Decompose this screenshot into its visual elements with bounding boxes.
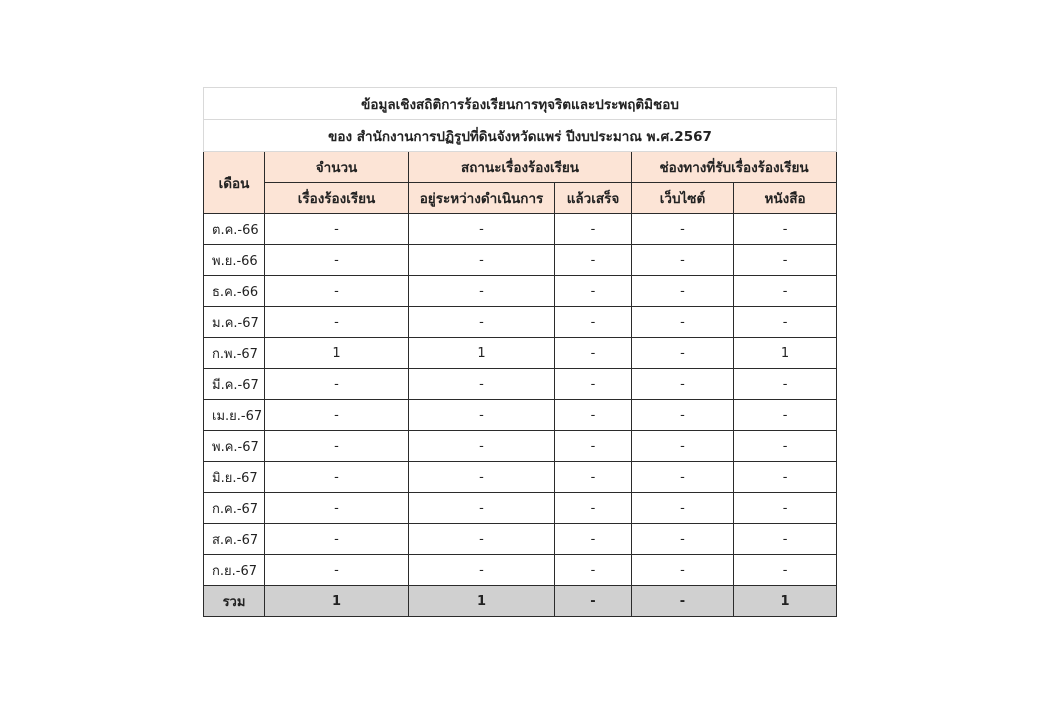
cell-letter: - <box>734 276 837 307</box>
total-website: - <box>632 586 734 617</box>
cell-in-progress: - <box>409 276 555 307</box>
cell-done: - <box>555 524 632 555</box>
cell-letter: - <box>734 524 837 555</box>
table-row <box>204 524 837 555</box>
cell-count: - <box>265 462 409 493</box>
table-row <box>204 400 837 431</box>
header-channel-group: ช่องทางที่รับเรื่องร้องเรียน <box>632 152 837 183</box>
cell-count: - <box>265 276 409 307</box>
cell-done: - <box>555 276 632 307</box>
cell-month: ก.ย.-67 <box>204 555 265 586</box>
cell-in-progress: - <box>409 555 555 586</box>
table-row <box>204 431 837 462</box>
cell-month: ส.ค.-67 <box>204 524 265 555</box>
cell-done: - <box>555 369 632 400</box>
cell-count: - <box>265 400 409 431</box>
total-label: รวม <box>204 586 265 617</box>
cell-done: - <box>555 307 632 338</box>
cell-website: - <box>632 338 734 369</box>
cell-letter: - <box>734 462 837 493</box>
cell-month: ธ.ค.-66 <box>204 276 265 307</box>
total-count: 1 <box>265 586 409 617</box>
cell-done: - <box>555 493 632 524</box>
cell-in-progress: - <box>409 214 555 245</box>
cell-count: 1 <box>265 338 409 369</box>
cell-count: - <box>265 245 409 276</box>
cell-in-progress: - <box>409 400 555 431</box>
cell-letter: - <box>734 431 837 462</box>
cell-letter: - <box>734 400 837 431</box>
table-title: ข้อมูลเชิงสถิติการร้องเรียนการทุจริตและประพฤติมิชอบ <box>204 88 837 120</box>
cell-done: - <box>555 245 632 276</box>
cell-count: - <box>265 431 409 462</box>
header-letter: หนังสือ <box>734 183 837 214</box>
cell-letter: - <box>734 214 837 245</box>
cell-in-progress: - <box>409 462 555 493</box>
cell-count: - <box>265 524 409 555</box>
table-row <box>204 214 837 245</box>
total-letter: 1 <box>734 586 837 617</box>
cell-letter: - <box>734 369 837 400</box>
cell-letter: - <box>734 555 837 586</box>
cell-website: - <box>632 524 734 555</box>
table-row <box>204 555 837 586</box>
cell-month: ต.ค.-66 <box>204 214 265 245</box>
header-count-line1: จำนวน <box>265 152 409 183</box>
cell-letter: - <box>734 245 837 276</box>
cell-website: - <box>632 214 734 245</box>
cell-in-progress: - <box>409 493 555 524</box>
table-row <box>204 369 837 400</box>
cell-website: - <box>632 276 734 307</box>
table-subtitle: ของ สำนักงานการปฏิรูปที่ดินจังหวัดแพร่ ปีงบประมาณ พ.ศ.2567 <box>204 120 837 152</box>
cell-website: - <box>632 400 734 431</box>
complaint-statistics-sheet <box>203 87 836 617</box>
cell-count: - <box>265 369 409 400</box>
cell-month: ก.พ.-67 <box>204 338 265 369</box>
complaint-statistics-table <box>203 87 837 617</box>
cell-in-progress: - <box>409 307 555 338</box>
cell-letter: - <box>734 493 837 524</box>
cell-done: - <box>555 462 632 493</box>
cell-month: ก.ค.-67 <box>204 493 265 524</box>
header-count-line2: เรื่องร้องเรียน <box>265 183 409 214</box>
total-row <box>204 586 837 617</box>
cell-website: - <box>632 555 734 586</box>
header-in-progress: อยู่ระหว่างดำเนินการ <box>409 183 555 214</box>
cell-done: - <box>555 431 632 462</box>
cell-letter: 1 <box>734 338 837 369</box>
table-row <box>204 245 837 276</box>
cell-in-progress: - <box>409 369 555 400</box>
cell-in-progress: - <box>409 524 555 555</box>
table-row <box>204 493 837 524</box>
cell-count: - <box>265 493 409 524</box>
table-row <box>204 307 837 338</box>
cell-website: - <box>632 431 734 462</box>
cell-month: พ.ย.-66 <box>204 245 265 276</box>
cell-done: - <box>555 338 632 369</box>
cell-month: พ.ค.-67 <box>204 431 265 462</box>
cell-website: - <box>632 493 734 524</box>
cell-website: - <box>632 245 734 276</box>
header-month: เดือน <box>204 152 265 214</box>
cell-website: - <box>632 307 734 338</box>
cell-month: มี.ค.-67 <box>204 369 265 400</box>
cell-month: เม.ย.-67 <box>204 400 265 431</box>
cell-done: - <box>555 555 632 586</box>
cell-website: - <box>632 462 734 493</box>
cell-count: - <box>265 214 409 245</box>
cell-done: - <box>555 214 632 245</box>
cell-month: มิ.ย.-67 <box>204 462 265 493</box>
total-in-progress: 1 <box>409 586 555 617</box>
cell-done: - <box>555 400 632 431</box>
cell-in-progress: - <box>409 245 555 276</box>
cell-count: - <box>265 307 409 338</box>
cell-month: ม.ค.-67 <box>204 307 265 338</box>
header-status-group: สถานะเรื่องร้องเรียน <box>409 152 632 183</box>
cell-letter: - <box>734 307 837 338</box>
header-website: เว็บไซต์ <box>632 183 734 214</box>
cell-website: - <box>632 369 734 400</box>
total-done: - <box>555 586 632 617</box>
cell-in-progress: 1 <box>409 338 555 369</box>
table-row <box>204 338 837 369</box>
header-done: แล้วเสร็จ <box>555 183 632 214</box>
table-row <box>204 276 837 307</box>
cell-in-progress: - <box>409 431 555 462</box>
table-row <box>204 462 837 493</box>
cell-count: - <box>265 555 409 586</box>
